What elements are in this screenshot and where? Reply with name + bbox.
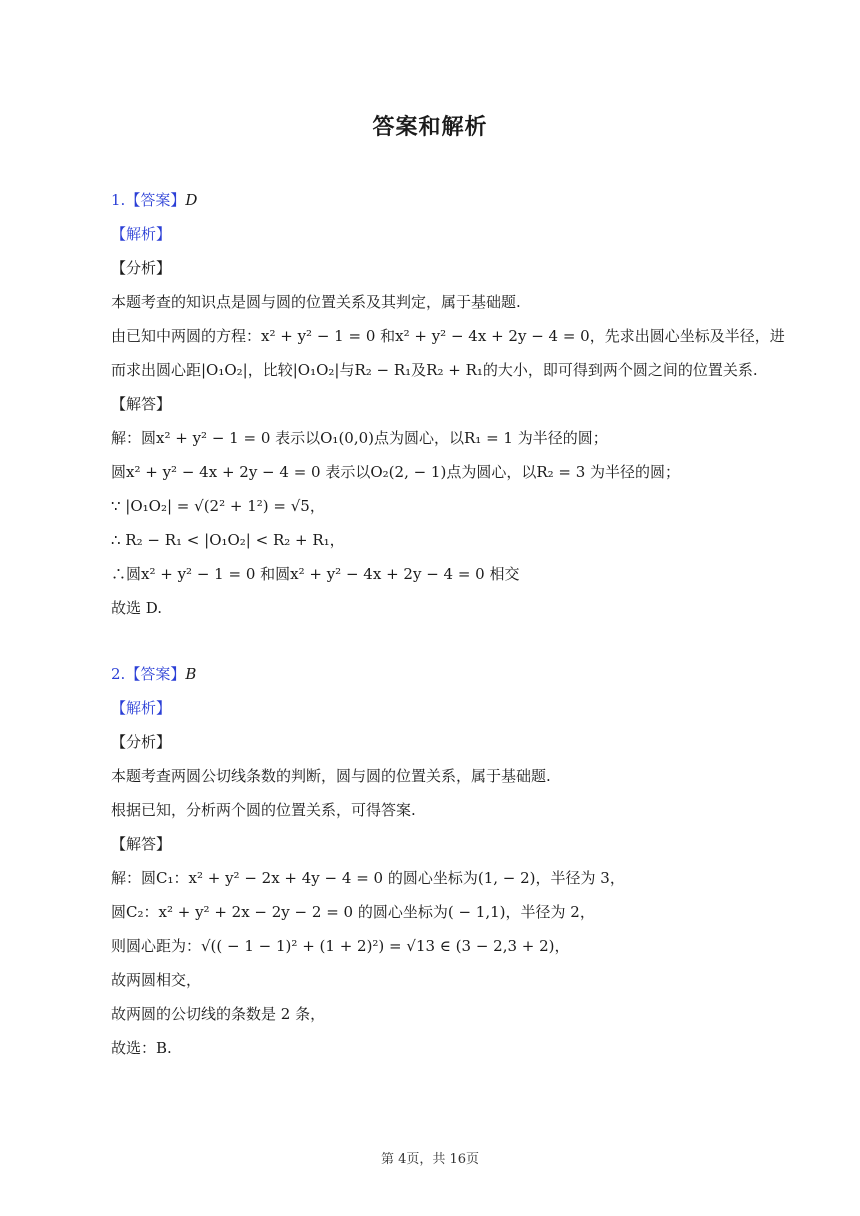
- q1-jieda-line: ∴圆x² + y² − 1 = 0 和圆x² + y² − 4x + 2y − 4 = 0 相交: [111, 565, 520, 583]
- q2-fenxi-line: 本题考查两圆公切线条数的判断，圆与圆的位置关系，属于基础题.: [111, 767, 551, 785]
- q2-fenxi-tag: 【分析】: [111, 733, 172, 751]
- q2-jieda-line: 故两圆相交，: [111, 971, 202, 989]
- q2-jiexi-tag: 【解析】: [111, 699, 172, 717]
- q2-answer-tag: 【答案】: [125, 665, 186, 683]
- q1-fenxi-line: 而求出圆心距|O₁O₂|，比较|O₁O₂|与R₂ − R₁及R₂ + R₁的大小，即可得到两个圆之间的位置关系.: [111, 361, 758, 379]
- q1-jieda-line: 圆x² + y² − 4x + 2y − 4 = 0 表示以O₂(2, − 1)点为圆心，以R₂ = 3 为半径的圆；: [111, 463, 681, 481]
- q1-answer-value: D: [185, 191, 198, 209]
- q1-number: 1.: [111, 191, 126, 209]
- q2-jieda-line: 则圆心距为：√(( − 1 − 1)² + (1 + 2)²) = √13 ∈ (3 − 2,3 + 2)，: [111, 937, 570, 955]
- q2-number: 2.: [111, 665, 126, 683]
- q1-fenxi-tag: 【分析】: [111, 259, 172, 277]
- q2-jieda-tag: 【解答】: [111, 835, 172, 853]
- q1-answer-tag: 【答案】: [125, 191, 186, 209]
- q1-fenxi-line: 本题考查的知识点是圆与圆的位置关系及其判定，属于基础题.: [111, 293, 521, 311]
- page-title: 答案和解析: [372, 115, 488, 140]
- q1-jieda-tag: 【解答】: [111, 395, 172, 413]
- q1-jieda-line: 故选 D.: [111, 599, 163, 617]
- q2-jieda-line: 故两圆的公切线的条数是 2 条，: [111, 1005, 326, 1023]
- q1-fenxi-line: 由已知中两圆的方程：x² + y² − 1 = 0 和x² + y² − 4x + 2y − 4 = 0，先求出圆心坐标及半径，进: [111, 327, 785, 345]
- q1-answer-line: [111, 190, 197, 210]
- q1-jieda-line: ∵ |O₁O₂| = √(2² + 1²) = √5，: [111, 497, 325, 515]
- q2-answer-value: B: [185, 665, 197, 683]
- q2-jieda-line: 解：圆C₁：x² + y² − 2x + 4y − 4 = 0 的圆心坐标为(1, − 2)，半径为 3，: [111, 869, 625, 887]
- q1-jieda-line: ∴ R₂ − R₁ < |O₁O₂| < R₂ + R₁，: [111, 531, 345, 549]
- page-footer: 第 4页，共 16页: [380, 1152, 480, 1167]
- q2-jieda-line: 圆C₂：x² + y² + 2x − 2y − 2 = 0 的圆心坐标为( − 1,1)，半径为 2，: [111, 903, 595, 921]
- q2-jieda-line: 故选：B.: [111, 1039, 172, 1057]
- q1-jieda-line: 解：圆x² + y² − 1 = 0 表示以O₁(0,0)点为圆心，以R₁ = 1 为半径的圆；: [111, 429, 608, 447]
- q2-answer-line: [111, 664, 196, 684]
- q1-jiexi-tag: 【解析】: [111, 225, 172, 243]
- q2-fenxi-line: 根据已知，分析两个圆的位置关系，可得答案.: [111, 801, 416, 819]
